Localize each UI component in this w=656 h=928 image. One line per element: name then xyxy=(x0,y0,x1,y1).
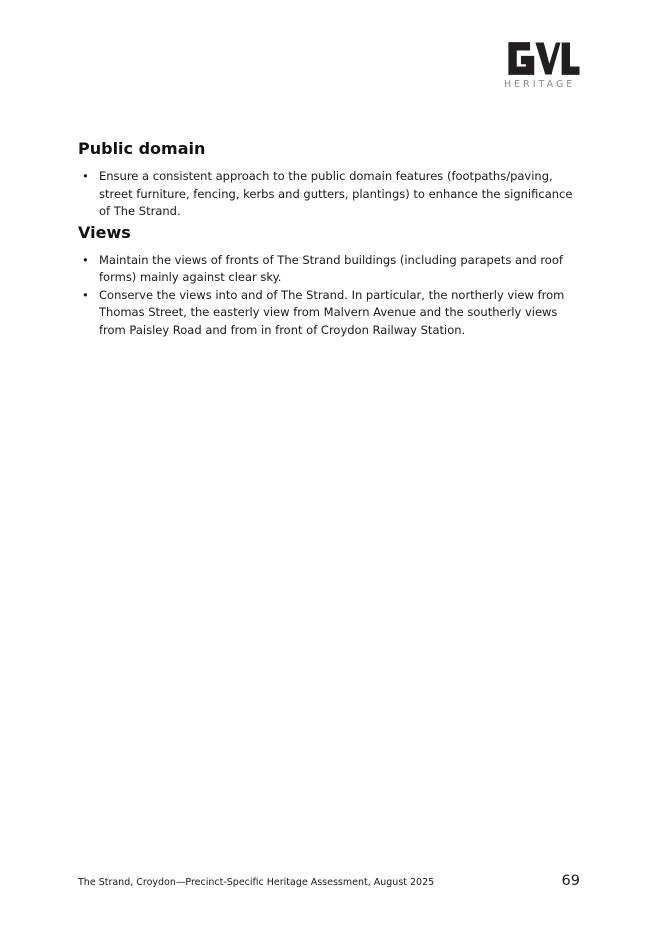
bullet-list-views xyxy=(78,252,579,340)
logo-mark-text xyxy=(504,76,505,77)
footer-document-title: The Strand, Croydon—Precinct-Specific Heritage Assessment, August 2025 xyxy=(78,877,435,888)
bullet-item xyxy=(78,252,579,287)
gml-logo-icon xyxy=(504,41,582,76)
page-number: 69 xyxy=(561,873,580,889)
section-heading-public-domain: Public domain xyxy=(78,139,206,158)
bullet-list-public-domain xyxy=(78,168,579,221)
bullet-text: Conserve the views into and of The Strand. In particular, the northerly view from Thomas Street, the easterly view from Malvern Avenue and the southerly views from Paisley Road and from in front of Croydon Railway Station. xyxy=(99,287,565,337)
bullet-text: Maintain the views of fronts of The Strand buildings (including parapets and roof forms) mainly against clear sky. xyxy=(99,252,563,284)
logo-subtitle: HERITAGE xyxy=(504,79,576,90)
page-footer xyxy=(78,873,580,889)
bullet-item xyxy=(78,287,579,340)
bullet-text: Ensure a consistent approach to the public domain features (footpaths/paving, street furniture, fencing, kerbs and gutters, plantings) to enhance the significance of The Strand. xyxy=(99,169,573,218)
gml-heritage-logo xyxy=(504,41,584,90)
section-heading-views: Views xyxy=(78,222,131,242)
bullet-item xyxy=(78,168,579,221)
page-content xyxy=(78,140,579,339)
